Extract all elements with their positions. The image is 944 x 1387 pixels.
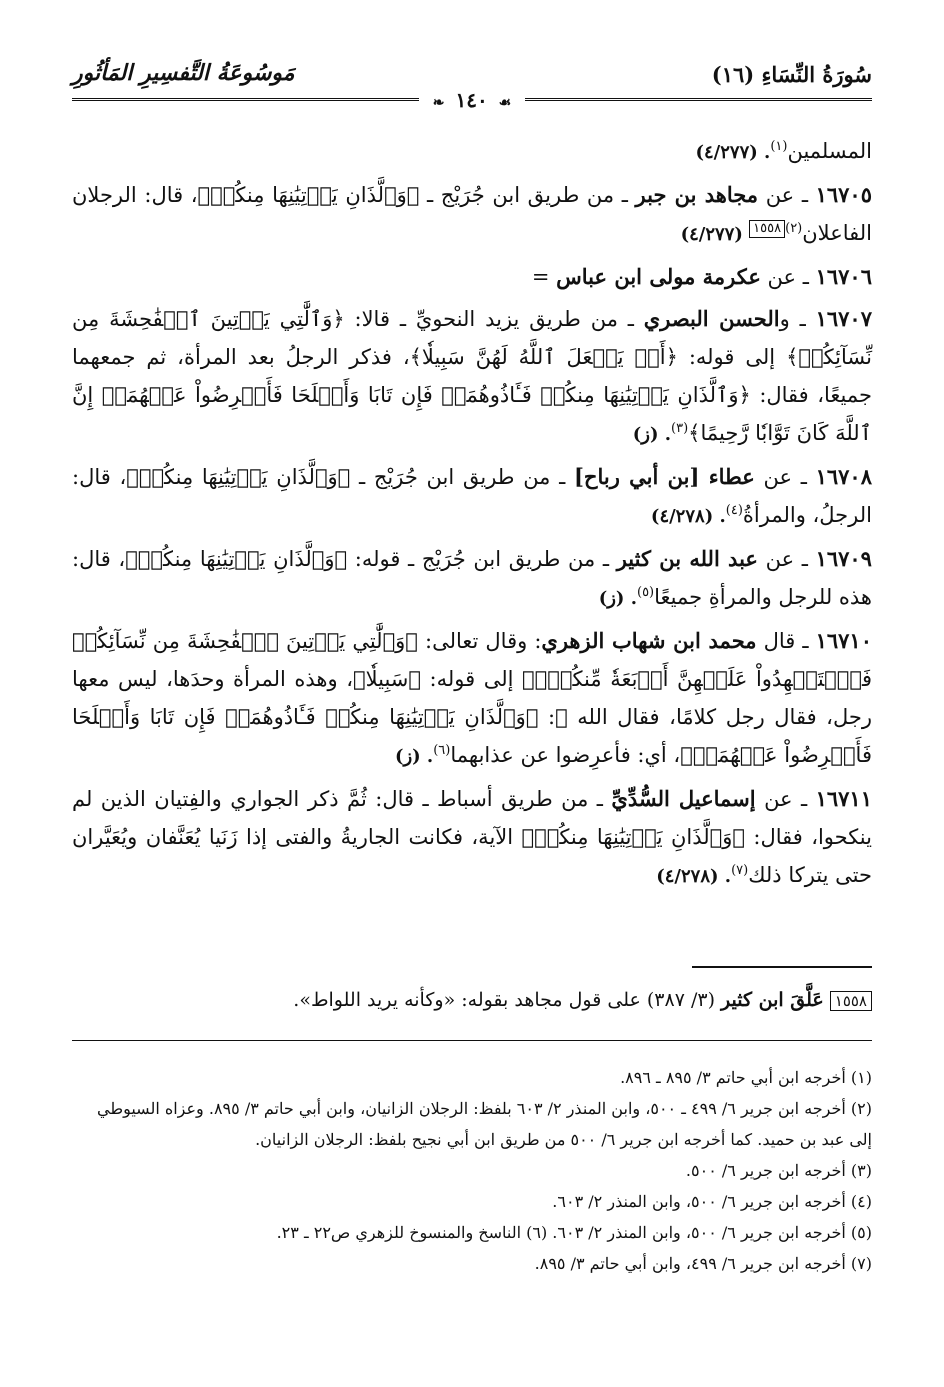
entry-author: عبد الله بن كثير [616, 546, 758, 571]
footnote-4: (٤) أخرجه ابن جرير ٦/ ٥٠٠، وابن المنذر ٢/ ٦٠٣. [552, 1192, 872, 1211]
commentary-note [72, 984, 872, 1017]
surah-title: سُورَةُ النِّسَاءِ (١٦) [711, 62, 872, 87]
ornament-right-icon: ☙ [498, 95, 512, 111]
entry-text: ـ من طريق ابن جُرَيْج ـ [419, 183, 636, 207]
entry-16708 [72, 458, 872, 536]
entry-16707 [72, 300, 872, 454]
entry-16710 [72, 622, 872, 776]
quran-quote: ﴿سَبِيلٗا﴾ [352, 667, 421, 691]
entry-number: ١٦٧١٠ [815, 628, 872, 653]
page-number-row [0, 88, 944, 114]
entry-text: الآية، فكانت الجاريةُ والفتى إذا زَنَيا يُعَنَّفان ويُعَيَّران حتى يتركا ذلك [72, 825, 872, 887]
entry-text: ، أي: فأعرِضوا عن عذابهما [450, 743, 681, 767]
footnote-7: (٧) أخرجه ابن جرير ٦/ ٤٩٩، وابن أبي حاتم ٣/ ٨٩٥. [534, 1254, 872, 1273]
entry-text: إلى قوله: [421, 667, 523, 691]
entry-sep: ـ [792, 465, 816, 489]
intro-line [72, 132, 872, 172]
entry-text: ، قال: الرجلان الفاعلان [72, 183, 872, 245]
entry-text: إلى قوله: [677, 345, 787, 369]
entry-text: ـ من طريق يزيد النحويِّ ـ قالا: [344, 307, 644, 331]
book-title: مَوسُوعَةُ التَّفسِيرِ المَأثُورِ [72, 60, 295, 86]
entry-lead: قال [763, 629, 796, 653]
entry-sep: ـ [794, 183, 816, 207]
quran-quote: ﴿وَٱلَّذَانِ يَأۡتِيَٰنِهَا مِنكُمۡ﴾ [126, 465, 351, 489]
entry-number: ١٦٧٠٦ [815, 264, 872, 289]
quran-quote: ﴿وَٱلَّذَانِ يَأۡتِيَٰنِهَا مِنكُمۡ﴾ [125, 547, 348, 571]
entry-author: عكرمة مولى ابن عباس [556, 264, 761, 289]
footnote-marker[interactable]: (٧) [731, 863, 749, 878]
entry-lead: و [779, 307, 790, 331]
intro-ref: . (٤/٢٧٧) [695, 142, 771, 163]
commentary-box-marker[interactable]: ١٥٥٨ [749, 220, 785, 238]
entry-16711 [72, 780, 872, 896]
commentary-author: عَلَّقَ ابن كثير [721, 989, 824, 1011]
footnote-marker[interactable]: (٢) [785, 221, 803, 236]
entry-sep: ـ [794, 547, 816, 571]
entry-sep: ـ [792, 787, 816, 811]
entry-lead: عن [765, 547, 795, 571]
footnote-2: (٢) أخرجه ابن جرير ٦/ ٤٩٩ ـ ٥٠٠، وابن المنذر ٢/ ٦٠٣ بلفظ: الرجلان الزانيان، وابن أبي حاتم ٣/ ٨٩٥. وعزاه السيوطي إلى عبد بن حميد. كما أخرجه ابن جرير ٦/ ٥٠٠ من طريق ابن أبي نجيح بلفظ: الرجلان الزانيان. [97, 1099, 872, 1149]
entry-sep: ـ [795, 629, 816, 653]
footnote-marker[interactable]: (٤) [725, 503, 743, 518]
page-number-value: ١٤٠ [455, 88, 488, 112]
entry-number: ١٦٧٠٥ [815, 182, 872, 207]
entry-lead: عن [763, 465, 793, 489]
entry-ref: . (ز) [632, 424, 672, 445]
entry-text: ـ من طريق ابن جُرَيْج ـ [350, 465, 574, 489]
footnote-1: (١) أخرجه ابن أبي حاتم ٣/ ٨٩٥ ـ ٨٩٦. [620, 1068, 872, 1087]
page-number [419, 88, 525, 112]
footnote-marker[interactable]: (١) [770, 139, 788, 154]
entry-number: ١٦٧٠٧ [815, 306, 872, 331]
footnotes [72, 1062, 872, 1279]
entry-sep: ـ [796, 265, 816, 289]
entry-ref: . (٤/٢٧٨) [656, 866, 732, 887]
entry-text: ، فذكر الرجلُ بعد المرأة، ثم جمعهما جميعًا، فقال: [72, 345, 872, 407]
commentary-text: (٣/ ٣٨٧) على قول مجاهد بقوله: «وكأنه يريد اللواط». [293, 989, 722, 1011]
footnote-separator [72, 1040, 872, 1041]
entry-ref: . (ز) [598, 588, 637, 609]
entry-author: محمد ابن شهاب الزهري [541, 628, 757, 653]
entry-text: ، وهذه المرأة وحدَها، ليس معها رجل، فقال رجل كلامًا، فقال الله ﷻ: [72, 667, 872, 729]
ornament-left-icon: ❧ [432, 95, 445, 111]
entry-lead: عن [767, 265, 797, 289]
quran-quote: ﴿وَٱلَّذَانِ يَأۡتِيَٰنِهَا مِنكُمۡ فَـَٔاذُوهُمَاۖ فَإِن تَابَا وَأَصۡلَحَا فَأَعۡرِضُواْ عَنۡهُمَآۗ إِنَّ ٱللَّهَ كَانَ تَوَّابٗا رَّحِيمًا﴾ [72, 383, 872, 445]
commentary-separator [692, 966, 872, 968]
entry-text: = [531, 265, 557, 289]
entry-16705 [72, 176, 872, 254]
quran-quote: ﴿وَٱلَّٰتِي يَأۡتِينَ ٱلۡفَٰحِشَةَ مِن نِّسَآئِكُمۡ﴾ [72, 307, 872, 369]
entry-number: ١٦٧٠٨ [815, 464, 872, 489]
entry-sep: ـ [789, 307, 816, 331]
entry-text: ـ من طريق ابن جُرَيْج ـ قوله: [347, 547, 617, 571]
footnote-3: (٣) أخرجه ابن جرير ٦/ ٥٠٠. [685, 1161, 872, 1180]
entry-16706 [72, 258, 872, 296]
entry-text: ، قال: هذه للرجل والمرأةِ جميعًا [72, 547, 872, 609]
entry-author: إسماعيل السُّدِّيِّ [611, 786, 756, 811]
entry-lead: عن [764, 787, 793, 811]
intro-text: المسلمين [787, 139, 872, 163]
entry-ref: (٤/٢٧٧) [680, 224, 750, 245]
footnote-marker[interactable]: (٣) [671, 421, 689, 436]
quran-quote: ﴿وَٱلَّذَانِ يَأۡتِيَٰنِهَا مِنكُمۡ فَـَٔاذُوهُمَاۖ فَإِن تَابَا وَأَصۡلَحَا فَأَعۡرِضُواْ عَنۡهُمَآۗ﴾ [72, 705, 872, 767]
entry-16709 [72, 540, 872, 618]
main-text [72, 132, 872, 900]
quran-quote: ﴿وَٱلَّذَانِ يَأۡتِيَٰنِهَا مِنكُمۡ﴾ [197, 183, 420, 207]
quran-quote: ﴿وَٱلَّٰتِي يَأۡتِينَ ٱلۡفَٰحِشَةَ مِن نِّسَآئِكُمۡ فَٱسۡتَشۡهِدُواْ عَلَيۡهِنَّ أَرۡبَعَةٗ مِّنكُمۡۖ﴾ [72, 629, 873, 691]
entry-author: الحسن البصري [643, 306, 780, 331]
entry-number: ١٦٧٠٩ [815, 546, 872, 571]
footnote-marker[interactable]: (٥) [636, 585, 655, 600]
entry-author: مجاهد بن جبر [635, 182, 759, 207]
quran-quote: ﴿أَوۡ يَجۡعَلَ ٱللَّهُ لَهُنَّ سَبِيلٗا﴾ [409, 345, 678, 369]
commentary-number: ١٥٥٨ [830, 991, 872, 1011]
quran-quote: ﴿وَٱلَّذَانِ يَأۡتِيَٰنِهَا مِنكُمۡ﴾ [521, 825, 745, 849]
entry-author: عطاء [بن أبي رباح] [573, 464, 755, 489]
entry-ref: . (ز) [394, 746, 434, 767]
footnote-marker[interactable]: (٦) [433, 743, 451, 758]
footnote-5-6: (٥) أخرجه ابن جرير ٦/ ٥٠٠، وابن المنذر ٢/ ٦٠٣. (٦) الناسخ والمنسوخ للزهري ص٢٢ ـ ٢٣. [276, 1223, 872, 1242]
entry-number: ١٦٧١١ [815, 786, 872, 811]
entry-text: ـ من طريق أسباط ـ قال: ثُمَّ ذكر الجواري والفِتيان الذين لم ينكحوا، فقال: [72, 787, 872, 849]
entry-text: : وقال تعالى: [417, 629, 542, 653]
entry-lead: عن [765, 183, 795, 207]
entry-ref: . (٤/٢٧٨) [650, 506, 726, 527]
entry-text: ، قال: الرجلُ، والمرأةُ [72, 465, 872, 527]
